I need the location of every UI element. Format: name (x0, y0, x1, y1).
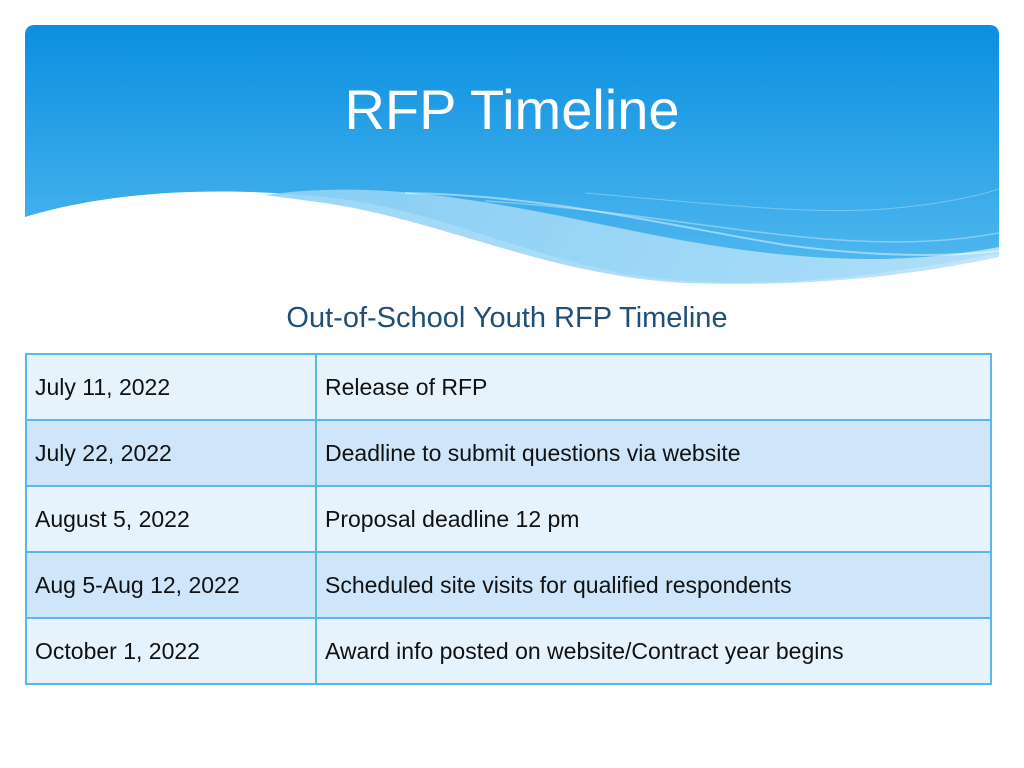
table-row (26, 420, 991, 486)
table-caption: Out-of-School Youth RFP Timeline (286, 302, 728, 334)
date-cell: Aug 5-Aug 12, 2022 (26, 552, 316, 618)
slide-title: RFP Timeline (344, 78, 680, 141)
table-row (26, 354, 991, 420)
event-cell: Scheduled site visits for qualified respondents (316, 552, 991, 618)
event-cell: Release of RFP (316, 354, 991, 420)
event-cell: Award info posted on website/Contract year begins (316, 618, 991, 684)
date-cell: October 1, 2022 (26, 618, 316, 684)
date-cell: July 22, 2022 (26, 420, 316, 486)
wave-banner-graphic (25, 25, 999, 295)
table-row (26, 552, 991, 618)
date-cell: July 11, 2022 (26, 354, 316, 420)
event-cell: Proposal deadline 12 pm (316, 486, 991, 552)
header-banner (25, 25, 999, 295)
table-row (26, 486, 991, 552)
timeline-table (25, 353, 992, 685)
date-cell: August 5, 2022 (26, 486, 316, 552)
event-cell: Deadline to submit questions via website (316, 420, 991, 486)
table-row (26, 618, 991, 684)
